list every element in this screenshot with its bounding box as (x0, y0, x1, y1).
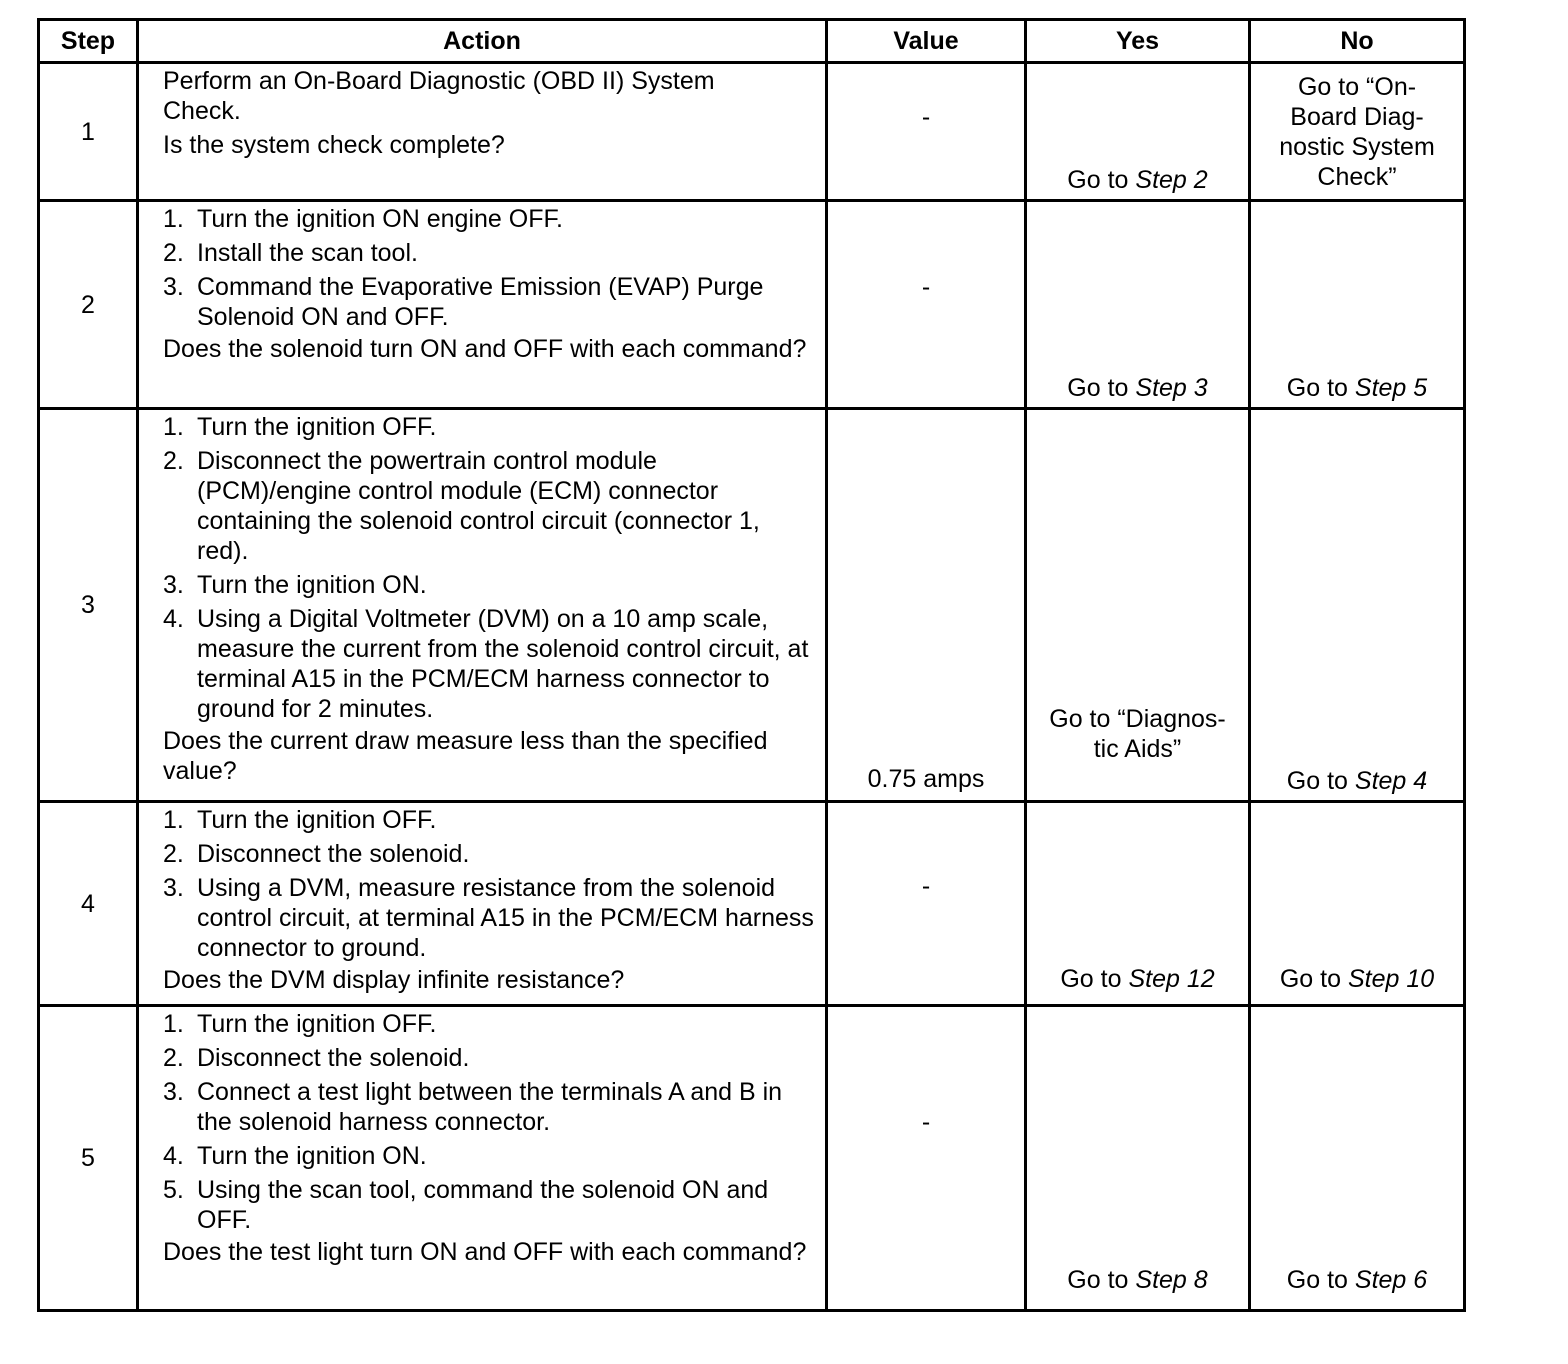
yes-prefix: Go to (1060, 965, 1122, 993)
item-number: 2. (163, 1044, 184, 1072)
item-text: Turn the ignition OFF. (197, 806, 437, 834)
yes-cell (1026, 201, 1250, 409)
no-prefix: Go to (1279, 965, 1341, 993)
table-row-step-1 (39, 63, 1465, 201)
yes-step-ref: Step 12 (1128, 965, 1215, 993)
value-text: - (921, 273, 931, 301)
yes-line: tic Aids” (1093, 735, 1182, 763)
no-prefix: Go to (1286, 374, 1348, 402)
item-text: Using a DVM, measure resistance from the solenoid control circuit, at terminal A15 in the PCM/ECM harness connector to ground. (197, 874, 814, 962)
header-no: No (1250, 20, 1465, 63)
action-item (163, 446, 815, 566)
action-item (163, 839, 815, 869)
header-row (39, 20, 1465, 63)
item-text: Disconnect the solenoid. (197, 840, 470, 868)
action-cell (138, 63, 827, 201)
action-cell (138, 802, 827, 1006)
item-number: 1. (163, 413, 184, 441)
item-text: Using a Digital Voltmeter (DVM) on a 10 amp scale, measure the current from the solenoid control circuit, at terminal A15 in the PCM/ECM harness connector to ground for 2 minutes. (197, 605, 809, 723)
no-cell (1250, 63, 1465, 201)
action-line: Check. (163, 97, 241, 125)
header-value: Value (827, 20, 1026, 63)
value-cell (827, 409, 1026, 802)
header-yes: Yes (1026, 20, 1250, 63)
yes-line: Go to “Diagnos- (1049, 705, 1226, 733)
action-line: Perform an On-Board Diagnostic (OBD II) System (163, 67, 715, 95)
item-number: 3. (163, 571, 184, 599)
no-prefix: Go to (1286, 1266, 1348, 1294)
no-cell (1250, 1006, 1465, 1311)
no-step-ref: Step 5 (1354, 374, 1428, 402)
value-cell (827, 1006, 1026, 1311)
yes-step-ref: Step 2 (1135, 166, 1208, 194)
action-item (163, 1077, 815, 1137)
no-line: Check” (1317, 162, 1397, 191)
step-number: 2 (39, 201, 138, 409)
item-text: Disconnect the powertrain control module (PCM)/engine control module (ECM) connector containing the solenoid control circuit (connector 1, red). (197, 447, 760, 565)
action-question: Does the solenoid turn ON and OFF with each command? (163, 335, 807, 363)
action-item (163, 1141, 815, 1171)
item-text: Turn the ignition ON engine OFF. (197, 205, 563, 233)
table-row-step-3 (39, 409, 1465, 802)
yes-step-ref: Step 8 (1135, 1266, 1208, 1294)
step-number: 4 (39, 802, 138, 1006)
item-number: 3. (163, 273, 184, 301)
value-cell (827, 63, 1026, 201)
item-number: 4. (163, 1142, 184, 1170)
yes-cell (1026, 63, 1250, 201)
action-item (163, 570, 815, 600)
no-line: Board Diag- (1290, 102, 1424, 131)
item-number: 4. (163, 605, 184, 633)
item-text: Connect a test light between the terminals A and B in the solenoid harness connector. (197, 1078, 783, 1136)
no-step-ref: Step 10 (1347, 965, 1435, 993)
item-text: Turn the ignition ON. (197, 1142, 427, 1170)
action-question: Is the system check complete? (163, 131, 505, 159)
value-text: - (921, 872, 931, 900)
item-number: 1. (163, 205, 184, 233)
action-item (163, 238, 815, 268)
yes-cell (1026, 1006, 1250, 1311)
action-item (163, 1043, 815, 1073)
diagnostic-table (37, 18, 1466, 1312)
item-text: Install the scan tool. (197, 239, 418, 267)
no-cell (1250, 802, 1465, 1006)
step-number: 1 (39, 63, 138, 201)
item-number: 5. (163, 1176, 184, 1204)
action-question: Does the test light turn ON and OFF with each command? (163, 1238, 807, 1266)
yes-prefix: Go to (1067, 166, 1129, 194)
item-number: 2. (163, 447, 184, 475)
step-number: 3 (39, 409, 138, 802)
action-question: Does the DVM display infinite resistance? (163, 966, 625, 994)
no-line: nostic System (1279, 132, 1435, 161)
table-row-step-5 (39, 1006, 1465, 1311)
action-question: Does the current draw measure less than the specified value? (163, 727, 768, 785)
no-step-ref: Step 4 (1354, 767, 1428, 795)
value-cell (827, 802, 1026, 1006)
item-number: 2. (163, 239, 184, 267)
table-row-step-2 (39, 201, 1465, 409)
action-item (163, 1009, 815, 1039)
action-item (163, 272, 815, 332)
yes-prefix: Go to (1067, 1266, 1129, 1294)
no-prefix: Go to (1286, 767, 1348, 795)
item-text: Command the Evaporative Emission (EVAP) Purge Solenoid ON and OFF. (197, 273, 764, 331)
header-action: Action (138, 20, 827, 63)
action-cell (138, 201, 827, 409)
action-cell (138, 1006, 827, 1311)
item-number: 2. (163, 840, 184, 868)
action-item (163, 1175, 815, 1235)
yes-cell (1026, 409, 1250, 802)
value-text: - (921, 1108, 931, 1136)
yes-cell (1026, 802, 1250, 1006)
item-text: Turn the ignition OFF. (197, 413, 437, 441)
item-text: Turn the ignition ON. (197, 571, 427, 599)
yes-prefix: Go to (1067, 374, 1129, 402)
action-item (163, 604, 815, 724)
item-number: 1. (163, 806, 184, 834)
header-step: Step (39, 20, 138, 63)
item-number: 3. (163, 1078, 184, 1106)
value-text: 0.75 amps (867, 765, 985, 793)
action-item (163, 204, 815, 234)
no-line: Go to “On- (1297, 72, 1417, 101)
no-step-ref: Step 6 (1354, 1266, 1428, 1294)
item-text: Turn the ignition OFF. (197, 1010, 437, 1038)
value-cell (827, 201, 1026, 409)
table-row-step-4 (39, 802, 1465, 1006)
item-number: 1. (163, 1010, 184, 1038)
item-text: Disconnect the solenoid. (197, 1044, 470, 1072)
no-cell (1250, 201, 1465, 409)
item-text: Using the scan tool, command the solenoid ON and OFF. (197, 1176, 769, 1234)
no-cell (1250, 409, 1465, 802)
action-cell (138, 409, 827, 802)
action-item (163, 805, 815, 835)
step-number: 5 (39, 1006, 138, 1311)
action-item (163, 412, 815, 442)
value-text: - (921, 103, 931, 131)
item-number: 3. (163, 874, 184, 902)
yes-step-ref: Step 3 (1135, 374, 1208, 402)
action-item (163, 873, 815, 963)
